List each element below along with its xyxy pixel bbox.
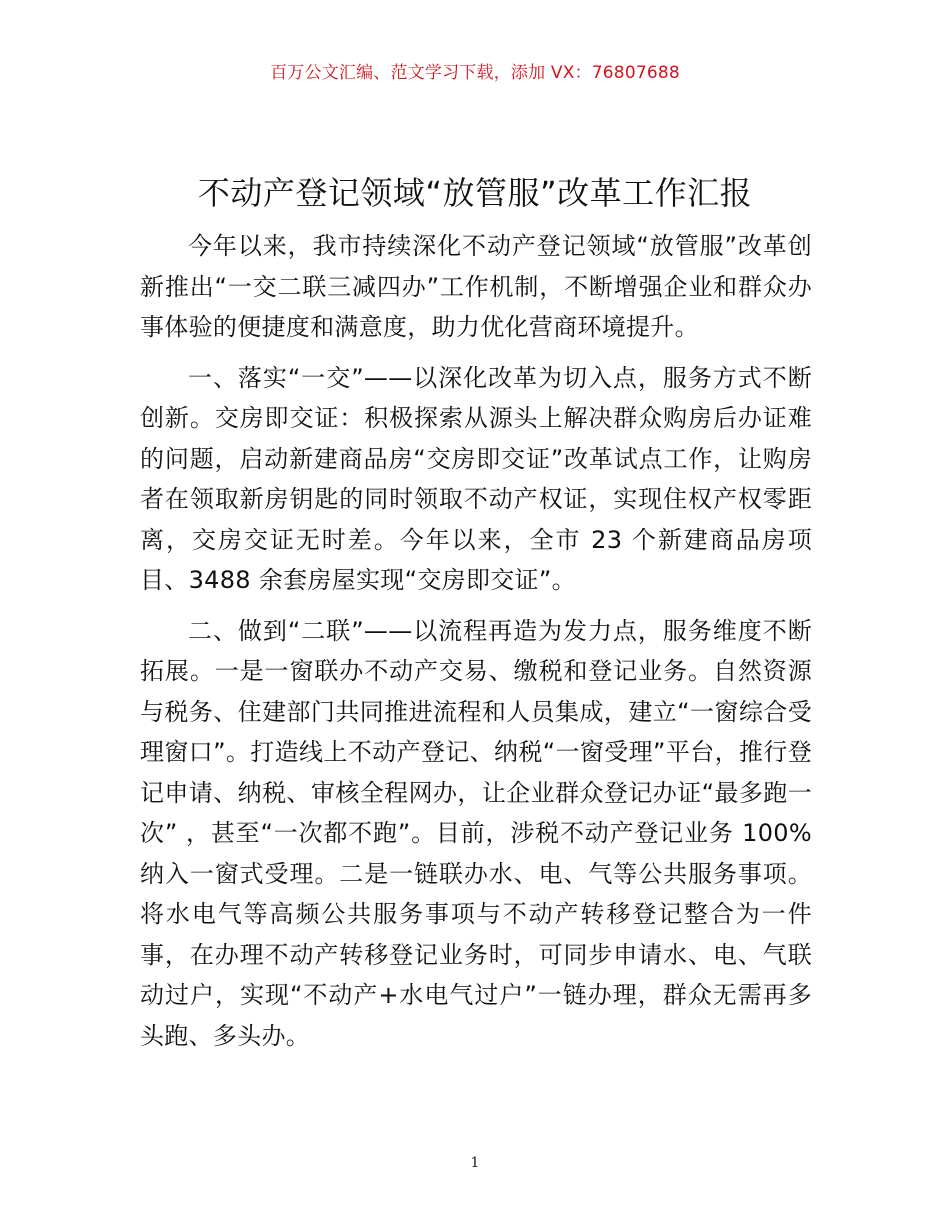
intro-paragraph: 今年以来，我市持续深化不动产登记领域“放管服”改革创新推出“一交二联三减四办”工作机制，不断增强企业和群众办事体验的便捷度和满意度，助力优化营商环境提升。 [140, 232, 812, 341]
document-body [140, 226, 812, 1066]
header-watermark-note: 百万公文汇编、范文学习下载，添加 VX：76807688 [270, 63, 680, 83]
document-title: 不动产登记领域“放管服”改革工作汇报 [197, 174, 753, 212]
section-two-paragraph: 二、做到“二联”——以流程再造为发力点，服务维度不断拓展。一是一窗联办不动产交易、缴税和登记业务。自然资源与税务、住建部门共同推进流程和人员集成，建立“一窗综合受理窗口”。打造线上不动产登记、纳税“一窗受理”平台，推行登记申请、纳税、审核全程网办，让企业群众登记办证“最多跑一次” ，甚至“一次都不跑”。目前，涉税不动产登记业务 100%纳入一窗式受理。二是一链联办水、电、气等公共服务事项。将水电气等高频公共服务事项与不动产转移登记整合为一件事，在办理不动产转移登记业务时，可同步申请水、电、气联动过户，实现“不动产+水电气过户”一链办理，群众无需再多头跑、多头办。 [140, 616, 812, 1050]
section-one-paragraph: 一、落实“一交”——以深化改革为切入点，服务方式不断创新。交房即交证：积极探索从源头上解决群众购房后办证难的问题，启动新建商品房“交房即交证”改革试点工作，让购房者在领取新房钥匙的同时领取不动产权证，实现住权产权零距离，交房交证无时差。今年以来，全市 23 个新建商品房项目、3488 余套房屋实现“交房即交证”。 [140, 363, 812, 594]
page-number: 1 [470, 1155, 480, 1171]
